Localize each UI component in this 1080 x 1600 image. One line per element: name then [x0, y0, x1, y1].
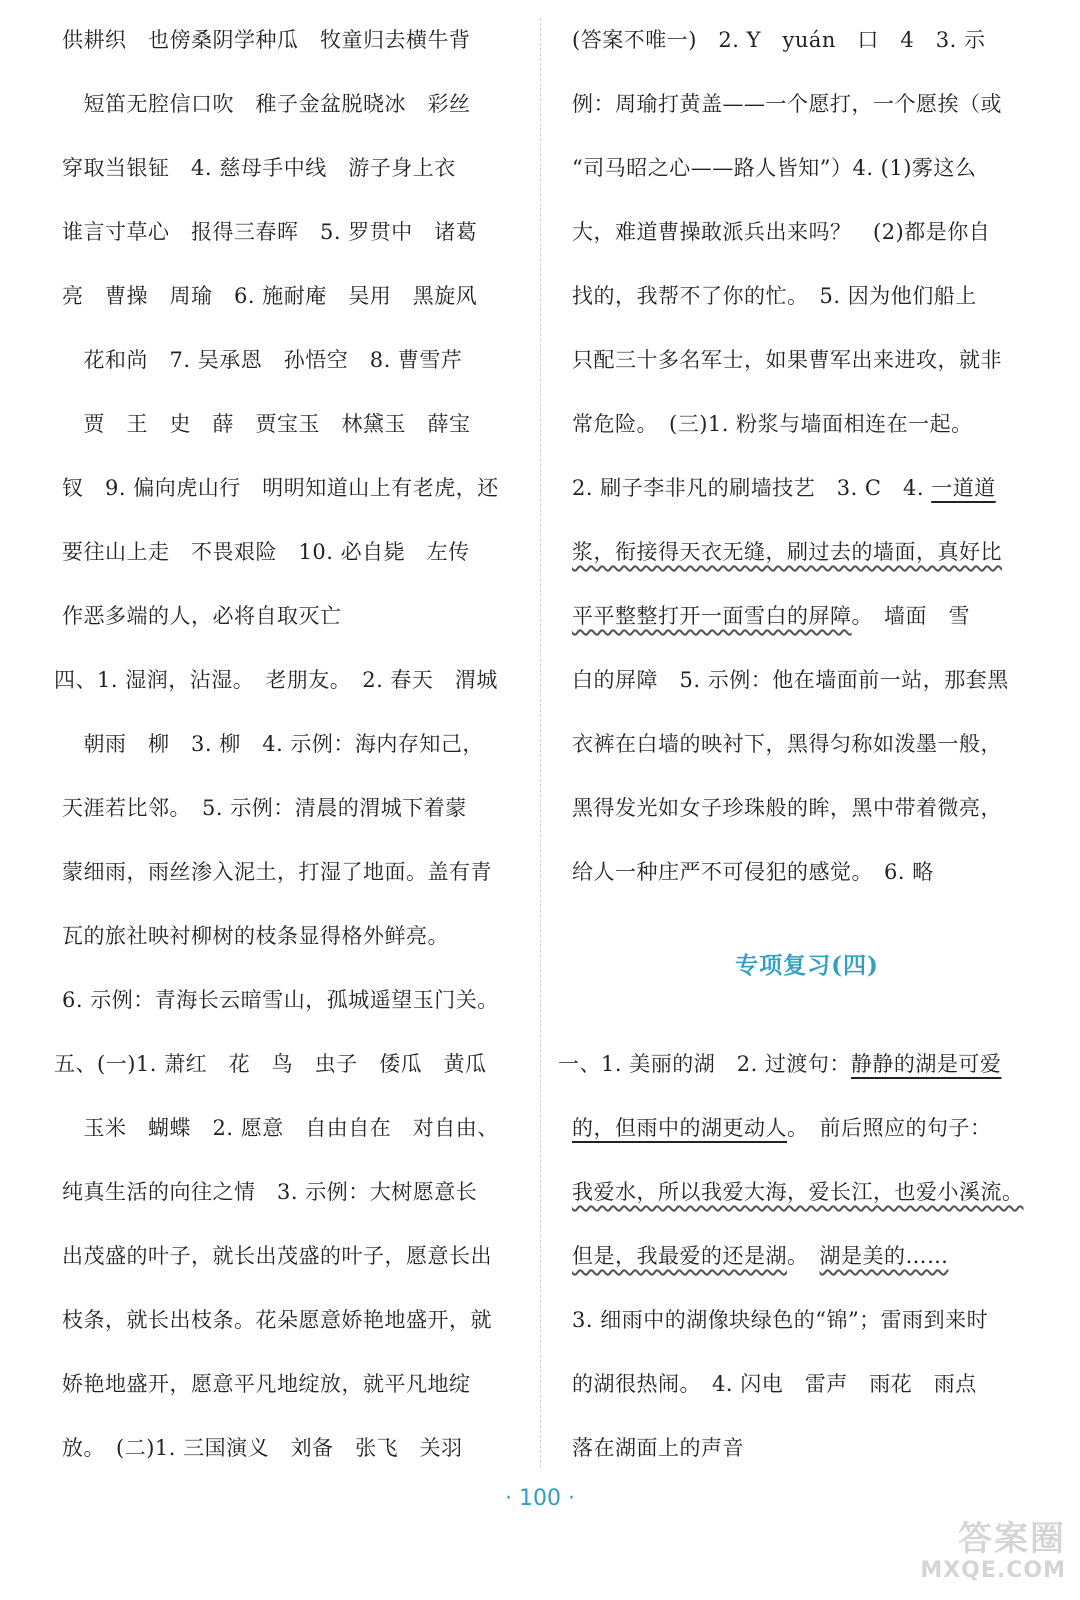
- underlined-answer: 一道道: [931, 476, 996, 500]
- text-line: 枝条，就长出枝条。花朵愿意娇艳地盛开，就: [62, 1308, 492, 1332]
- text-line: “司马昭之心——路人皆知”）4. (1)雾这么: [572, 156, 977, 180]
- wavy-underlined-answer: 平平整整打开一面雪白的屏障: [572, 604, 852, 628]
- text-line: [558, 1044, 1001, 1084]
- text-line: 的湖很热闹。 4. 闪电 雷声 雨花 雨点: [572, 1372, 977, 1396]
- text-line: 白的屏障 5. 示例：他在墙面前一站，那套黑: [572, 668, 1009, 692]
- text-line: 作恶多端的人，必将自取灭亡: [62, 604, 342, 628]
- text-line: 短笛无腔信口吹 稚子金盆脱晓冰 彩丝: [62, 92, 471, 116]
- text-line: 娇艳地盛开，愿意平凡地绽放，就平凡地绽: [62, 1372, 471, 1396]
- wavy-underlined-answer: 浆，衔接得天衣无缝，刷过去的墙面，真好比: [572, 540, 1002, 564]
- text-line: 例：周瑜打黄盖——一个愿打，一个愿挨（或: [572, 92, 1002, 116]
- text-line: 玉米 蝴蝶 2. 愿意 自由自在 对自由、: [62, 1116, 499, 1140]
- answer-text: 。: [787, 1244, 820, 1268]
- text-line: 6. 示例：青海长云暗雪山，孤城遥望玉门关。: [62, 988, 499, 1012]
- text-line: (答案不唯一) 2. Y yuán 口 4 3. 示: [572, 28, 986, 52]
- watermark-bottom-text: MXQE.COM: [920, 1558, 1066, 1583]
- wavy-underlined-answer: 湖是美的……: [819, 1244, 949, 1268]
- text-line: [572, 1172, 1024, 1212]
- text-line: 纯真生活的向往之情 3. 示例：大树愿意长: [62, 1180, 478, 1204]
- text-line: 3. 细雨中的湖像块绿色的“锦”；雷雨到来时: [572, 1308, 989, 1332]
- wavy-underlined-answer: 但是，我最爱的还是湖: [572, 1244, 787, 1268]
- text-line: 要往山上走 不畏艰险 10. 必自毙 左传: [62, 540, 470, 564]
- text-line: [572, 1236, 949, 1276]
- underlined-answer: 静静的湖是可爱: [850, 1052, 1002, 1076]
- section-title: 专项复习(四): [735, 952, 879, 979]
- underlined-answer: 的，但雨中的湖更动人: [572, 1116, 787, 1140]
- text-line: [572, 468, 996, 508]
- watermark-logo: [906, 1520, 1066, 1590]
- text-line: 钗 9. 偏向虎山行 明明知道山上有老虎，还: [62, 476, 499, 500]
- text-line: 贾 王 史 薛 贾宝玉 林黛玉 薛宝: [62, 412, 471, 436]
- text-line: [572, 532, 1002, 572]
- watermark-top-text: 答案圈: [958, 1519, 1066, 1559]
- section-four-line: 四、1. 湿润，沾湿。 老朋友。 2. 春天 渭城: [54, 668, 498, 692]
- answer-text: 。 前后照应的句子：: [787, 1116, 992, 1140]
- text-line: 落在湖面上的声音: [572, 1436, 744, 1460]
- text-line: 找的，我帮不了你的忙。 5. 因为他们船上: [572, 284, 977, 308]
- text-line: 黑得发光如女子珍珠般的眸，黑中带着微亮，: [572, 796, 1002, 820]
- text-line: 常危险。 (三)1. 粉浆与墙面相连在一起。: [572, 412, 973, 436]
- text-line: [572, 596, 970, 636]
- text-line: [572, 1108, 992, 1148]
- page-number: · 100 ·: [505, 1486, 575, 1511]
- text-line: 亮 曹操 周瑜 6. 施耐庵 吴用 黑旋风: [62, 284, 478, 308]
- text-line: 朝雨 柳 3. 柳 4. 示例：海内存知己，: [62, 732, 484, 756]
- text-line: 供耕织 也傍桑阴学种瓜 牧童归去横牛背: [62, 28, 471, 52]
- text-line: 花和尚 7. 吴承恩 孙悟空 8. 曹雪芹: [62, 348, 463, 372]
- text-line: 大，难道曹操敢派兵出来吗？ (2)都是你自: [572, 220, 991, 244]
- text-line: 出茂盛的叶子，就长出茂盛的叶子，愿意长出: [62, 1244, 492, 1268]
- text-line: 谁言寸草心 报得三春晖 5. 罗贯中 诸葛: [62, 220, 478, 244]
- answer-text: 。 墙面 雪: [851, 604, 970, 628]
- wavy-underlined-answer: 我爱水，所以我爱大海，爱长江，也爱小溪流。: [572, 1180, 1024, 1204]
- answer-text: 一、1. 美丽的湖 2. 过渡句：: [558, 1052, 851, 1076]
- text-line: 衣裤在白墙的映衬下，黑得匀称如泼墨一般，: [572, 732, 1002, 756]
- text-line: 放。 (二)1. 三国演义 刘备 张飞 关羽: [62, 1436, 463, 1460]
- text-line: 给人一种庄严不可侵犯的感觉。 6. 略: [572, 860, 934, 884]
- text-line: 瓦的旅社映衬柳树的枝条显得格外鲜亮。: [62, 924, 449, 948]
- answer-text: 2. 刷子李非凡的刷墙技艺 3. C 4.: [572, 476, 932, 500]
- text-line: 天涯若比邻。 5. 示例：清晨的渭城下着蒙: [62, 796, 467, 820]
- column-divider: [540, 18, 541, 1468]
- text-line: 蒙细雨，雨丝渗入泥土，打湿了地面。盖有青: [62, 860, 492, 884]
- text-line: 穿取当银钲 4. 慈母手中线 游子身上衣: [62, 156, 456, 180]
- text-line: 只配三十多名军士，如果曹军出来进攻，就非: [572, 348, 1002, 372]
- section-five-line: 五、(一)1. 萧红 花 鸟 虫子 倭瓜 黄瓜: [54, 1052, 487, 1076]
